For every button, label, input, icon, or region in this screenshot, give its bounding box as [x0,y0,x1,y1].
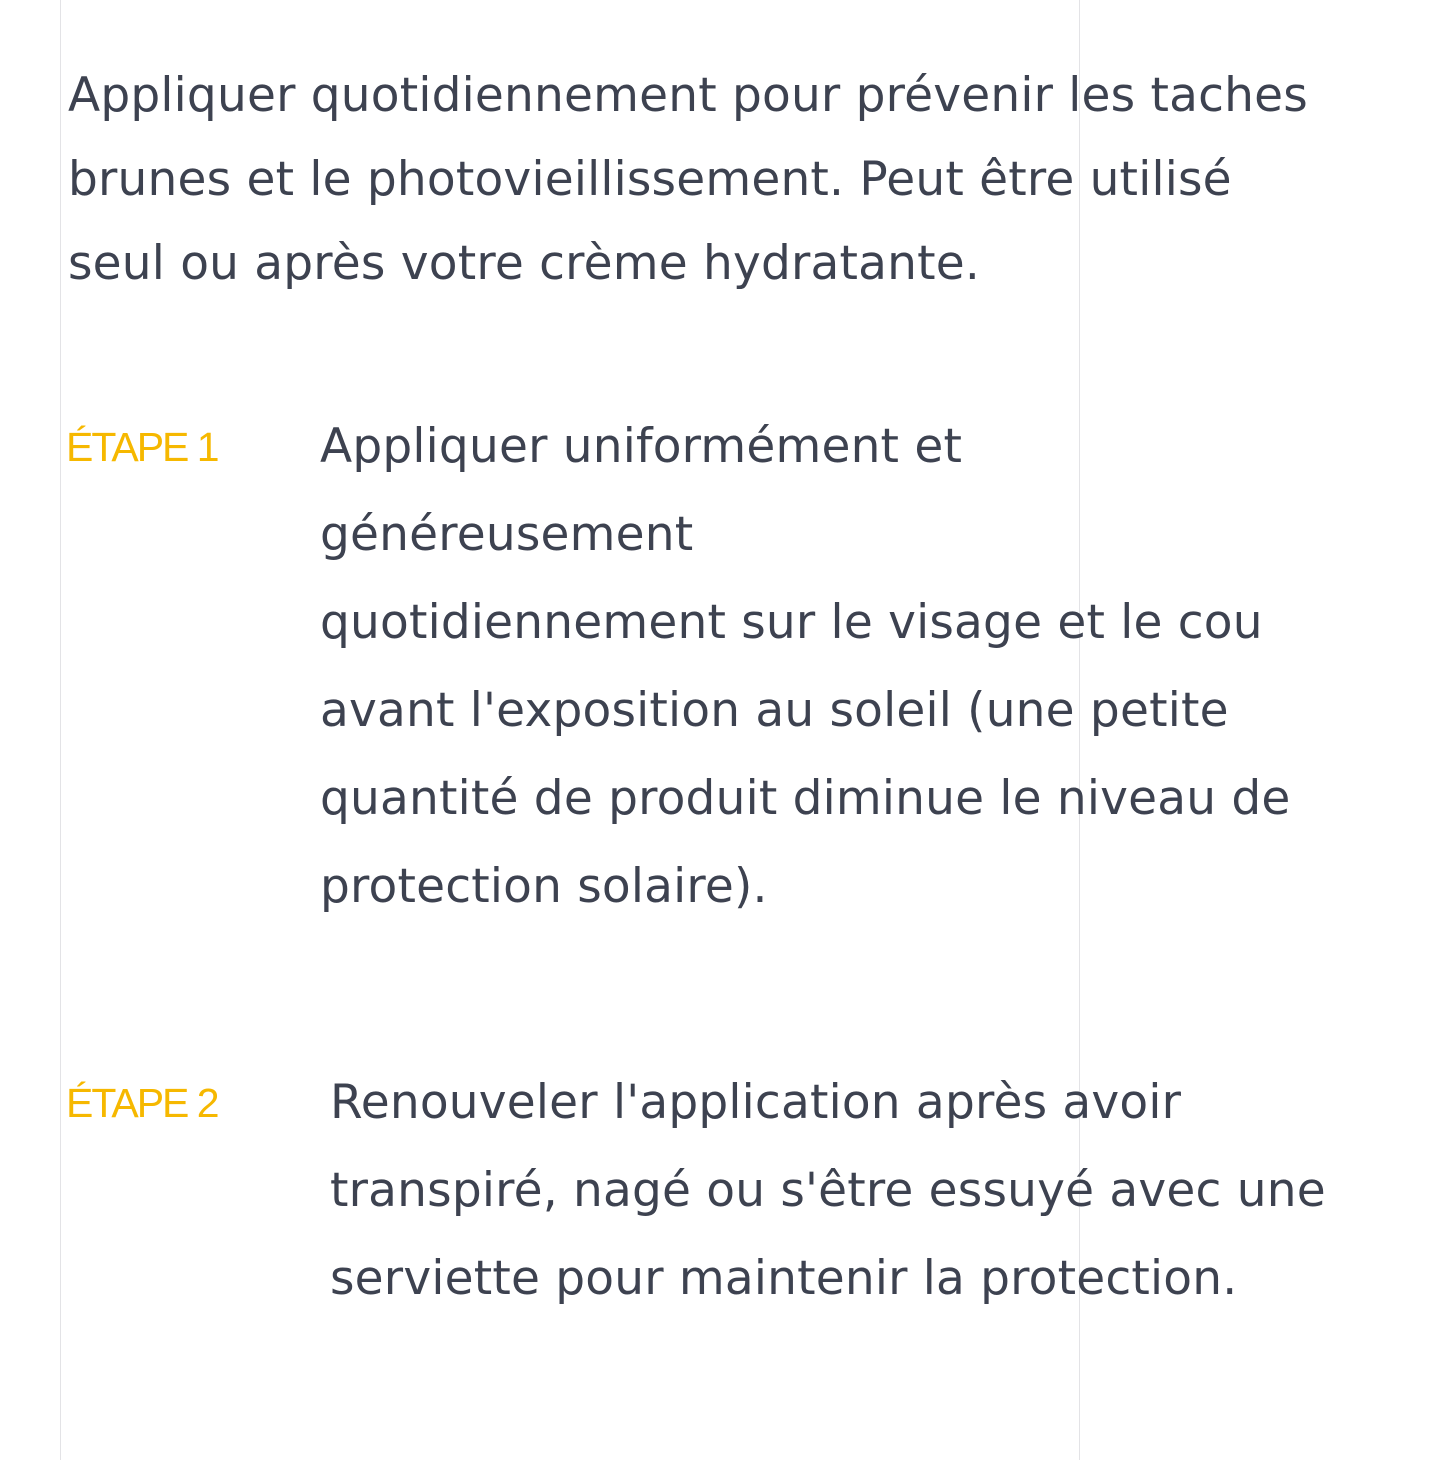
step-1-line: avant l'exposition au soleil (une petite [320,683,1229,738]
intro-line: brunes et le photovieillissement. Peut être utilisé [68,152,1232,207]
intro-line: Appliquer quotidiennement pour prévenir les taches [68,68,1308,123]
step-1-description [320,403,1291,931]
step-1-line: Appliquer uniformément et [320,419,963,474]
step-1-line: quantité de produit diminue le niveau de [320,771,1291,826]
intro-paragraph [68,54,1444,306]
step-2-description [330,1059,1326,1323]
step-1-line: protection solaire). [320,859,768,914]
step-2-line: Renouveler l'application après avoir [330,1075,1182,1130]
step-1-line: généreusement [320,507,694,562]
step-2-line: serviette pour maintenir la protection. [330,1251,1238,1306]
step-2-line: transpiré, nagé ou s'être essuyé avec une [330,1163,1326,1218]
left-guide-line [60,0,61,1460]
step-2-label: ÉTAPE 2 [66,1080,218,1126]
step-1-label: ÉTAPE 1 [66,424,218,470]
intro-line: seul ou après votre crème hydratante. [68,236,981,291]
step-1-line: quotidiennement sur le visage et le cou [320,595,1263,650]
